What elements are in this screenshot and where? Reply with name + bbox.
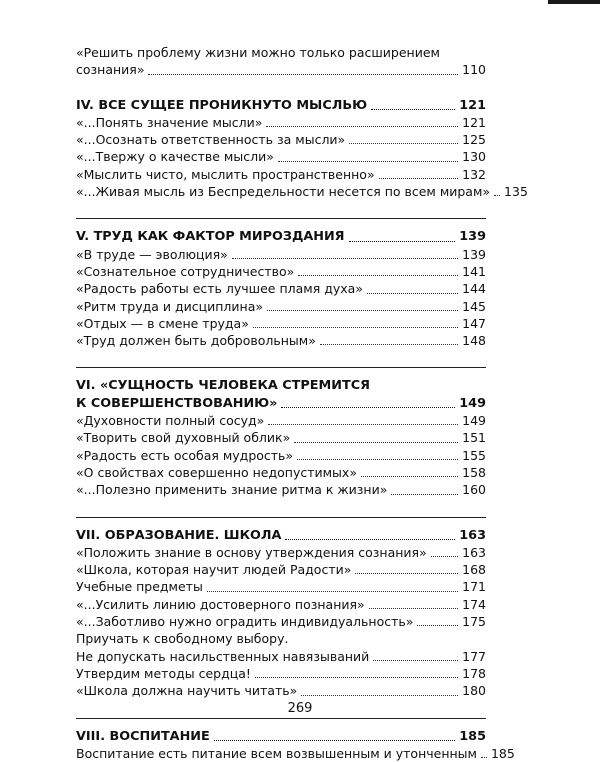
toc-entry[interactable] bbox=[76, 596, 486, 613]
dot-leader bbox=[379, 178, 459, 179]
toc-entry-page: 174 bbox=[462, 596, 486, 613]
toc-entry-title: Утвердим методы сердца! bbox=[76, 665, 251, 682]
section-divider bbox=[76, 517, 486, 518]
dot-leader bbox=[481, 757, 487, 758]
toc-entry[interactable] bbox=[76, 280, 486, 297]
toc-entry[interactable] bbox=[76, 183, 486, 200]
section-vii bbox=[76, 517, 486, 700]
dot-leader bbox=[373, 660, 458, 661]
section-heading-page: 139 bbox=[459, 228, 486, 245]
toc-entry-title: «Мыслить чисто, мыслить пространственно» bbox=[76, 166, 375, 183]
dot-leader bbox=[361, 476, 458, 477]
section-heading-first-line: VI. «СУЩНОСТЬ ЧЕЛОВЕКА СТРЕМИТСЯ bbox=[76, 377, 486, 394]
toc-entry-title: «...Полезно применить знание ритма к жизни» bbox=[76, 481, 387, 498]
toc-entry-page: 139 bbox=[462, 246, 486, 263]
toc-entry-title: «...Твержу о качестве мысли» bbox=[76, 148, 274, 165]
dot-leader bbox=[148, 74, 458, 75]
toc-entry-page: 177 bbox=[462, 648, 486, 665]
toc-entry[interactable] bbox=[76, 298, 486, 315]
dot-leader bbox=[349, 241, 456, 242]
toc-entry-page: 132 bbox=[462, 166, 486, 183]
dot-leader bbox=[431, 556, 458, 557]
toc-entry-title: «Радость есть особая мудрость» bbox=[76, 447, 293, 464]
toc-entry[interactable] bbox=[76, 429, 486, 446]
toc-entry-title: «...Заботливо нужно оградить индивидуальность» bbox=[76, 613, 413, 630]
dot-leader bbox=[294, 442, 458, 443]
toc-entry-page: 125 bbox=[462, 131, 486, 148]
section-heading-page: 149 bbox=[459, 395, 486, 412]
toc-entry[interactable] bbox=[76, 131, 486, 148]
toc-entry-page: 168 bbox=[462, 561, 486, 578]
dot-leader bbox=[301, 695, 458, 696]
section-divider bbox=[76, 218, 486, 219]
toc-entry-title: «Духовности полный сосуд» bbox=[76, 412, 264, 429]
section-v bbox=[76, 218, 486, 349]
toc-entry-title: «О свойствах совершенно недопустимых» bbox=[76, 464, 357, 481]
toc-entry-page: 185 bbox=[491, 745, 515, 762]
toc-entry-line bbox=[76, 630, 486, 647]
toc-entry-page: 148 bbox=[462, 332, 486, 349]
toc-entry-page: 149 bbox=[462, 412, 486, 429]
section-divider bbox=[76, 367, 486, 368]
toc-entry-title: «Труд должен быть добровольным» bbox=[76, 332, 316, 349]
toc-entry[interactable] bbox=[76, 263, 486, 280]
section-heading-page: 185 bbox=[459, 728, 486, 745]
dot-leader bbox=[278, 161, 458, 162]
section-heading-page: 163 bbox=[459, 527, 486, 544]
toc-entry-title: «Ритм труда и дисциплина» bbox=[76, 298, 263, 315]
toc-entry-page: 163 bbox=[462, 544, 486, 561]
section-heading-title: К СОВЕРШЕНСТВОВАНИЮ» bbox=[76, 395, 277, 412]
toc-entry-page: 155 bbox=[462, 447, 486, 464]
toc-entry-title: Воспитание есть питание всем возвышенным и утонченным bbox=[76, 745, 477, 762]
dot-leader bbox=[255, 677, 458, 678]
dot-leader bbox=[297, 459, 458, 460]
toc-entry[interactable] bbox=[76, 682, 486, 699]
dot-leader bbox=[232, 258, 458, 259]
section-heading[interactable] bbox=[76, 97, 486, 114]
dot-leader bbox=[417, 625, 458, 626]
toc-entry[interactable] bbox=[76, 648, 486, 665]
toc-entry-page: 110 bbox=[462, 61, 486, 78]
toc-entry-title: «...Понять значение мысли» bbox=[76, 114, 262, 131]
toc-entry-title: «В труде — эволюция» bbox=[76, 246, 228, 263]
dot-leader bbox=[214, 740, 456, 741]
toc-entry-page: 135 bbox=[504, 183, 528, 200]
page-number: 269 bbox=[0, 701, 600, 716]
toc-entry-page: 175 bbox=[462, 613, 486, 630]
dot-leader bbox=[266, 126, 458, 127]
intro-section bbox=[76, 44, 486, 79]
toc-entry-page: 141 bbox=[462, 263, 486, 280]
dot-leader bbox=[494, 195, 500, 196]
dot-leader bbox=[391, 494, 458, 495]
toc-entry-title: «Решить проблему жизни можно только расширением bbox=[76, 44, 486, 61]
section-heading[interactable] bbox=[76, 228, 486, 245]
toc-entry-title: Приучать к свободному выбору. bbox=[76, 630, 486, 647]
toc-entry[interactable] bbox=[76, 613, 486, 630]
dot-leader bbox=[285, 539, 455, 540]
section-iv bbox=[76, 97, 486, 201]
section-heading-page: 121 bbox=[459, 97, 486, 114]
toc-entry[interactable] bbox=[76, 578, 486, 595]
toc-entry[interactable] bbox=[76, 412, 486, 429]
toc-entry-page: 178 bbox=[462, 665, 486, 682]
toc-entry-page: 158 bbox=[462, 464, 486, 481]
dot-leader bbox=[207, 591, 458, 592]
toc-entry-title: «...Усилить линию достоверного познания» bbox=[76, 596, 365, 613]
section-heading-title: V. ТРУД КАК ФАКТОР МИРОЗДАНИЯ bbox=[76, 228, 345, 245]
toc-entry-title: «...Живая мысль из Беспредельности несется по всем мирам» bbox=[76, 183, 490, 200]
toc-entry-title: «Радость работы есть лучшее пламя духа» bbox=[76, 280, 363, 297]
toc-entry[interactable] bbox=[76, 315, 486, 332]
dot-leader bbox=[268, 424, 458, 425]
section-heading[interactable] bbox=[76, 527, 486, 544]
section-viii bbox=[76, 718, 486, 762]
toc-entry-title: «Школа, которая научит людей Радости» bbox=[76, 561, 351, 578]
toc-entry[interactable] bbox=[76, 561, 486, 578]
toc-entry-title: «Сознательное сотрудничество» bbox=[76, 263, 294, 280]
toc-entry-page: 180 bbox=[462, 682, 486, 699]
dot-leader bbox=[349, 143, 458, 144]
dot-leader bbox=[267, 310, 458, 311]
toc-entry-page: 144 bbox=[462, 280, 486, 297]
dot-leader bbox=[298, 275, 458, 276]
toc-entry-title: «...Осознать ответственность за мысли» bbox=[76, 131, 345, 148]
toc-entry-title: «Положить знание в основу утверждения сознания» bbox=[76, 544, 427, 561]
section-heading[interactable] bbox=[76, 395, 486, 412]
table-of-contents bbox=[76, 44, 486, 762]
section-heading-title: VII. ОБРАЗОВАНИЕ. ШКОЛА bbox=[76, 527, 281, 544]
toc-entry[interactable] bbox=[76, 745, 486, 762]
toc-entry[interactable] bbox=[76, 464, 486, 481]
toc-entry-title: «Отдых — в смене труда» bbox=[76, 315, 249, 332]
dot-leader bbox=[320, 344, 458, 345]
section-heading-title: IV. ВСЕ СУЩЕЕ ПРОНИКНУТО МЫСЛЬЮ bbox=[76, 97, 367, 114]
dot-leader bbox=[355, 573, 458, 574]
toc-entry[interactable] bbox=[76, 544, 486, 561]
toc-entry[interactable] bbox=[76, 481, 486, 498]
toc-entry[interactable] bbox=[76, 246, 486, 263]
toc-entry[interactable] bbox=[76, 61, 486, 78]
dot-leader bbox=[281, 407, 455, 408]
dot-leader bbox=[371, 109, 455, 110]
scan-edge-mark bbox=[548, 0, 600, 4]
section-heading[interactable] bbox=[76, 728, 486, 745]
section-heading-title: VIII. ВОСПИТАНИЕ bbox=[76, 728, 210, 745]
toc-entry-title: «Школа должна научить читать» bbox=[76, 682, 297, 699]
toc-entry-page: 147 bbox=[462, 315, 486, 332]
toc-entry[interactable] bbox=[76, 447, 486, 464]
toc-entry-title: Учебные предметы bbox=[76, 578, 203, 595]
toc-entry-page: 145 bbox=[462, 298, 486, 315]
toc-entry[interactable] bbox=[76, 166, 486, 183]
section-vi bbox=[76, 367, 486, 498]
toc-entry[interactable] bbox=[76, 148, 486, 165]
toc-entry-page: 130 bbox=[462, 148, 486, 165]
toc-entry-page: 121 bbox=[462, 114, 486, 131]
toc-entry[interactable] bbox=[76, 665, 486, 682]
toc-entry-page: 160 bbox=[462, 481, 486, 498]
toc-entry-page: 151 bbox=[462, 429, 486, 446]
dot-leader bbox=[369, 608, 458, 609]
toc-entry-title: «Творить свой духовный облик» bbox=[76, 429, 290, 446]
toc-entry[interactable] bbox=[76, 332, 486, 349]
dot-leader bbox=[253, 327, 458, 328]
toc-entry-title: Не допускать насильственных навязываний bbox=[76, 648, 369, 665]
toc-entry-line bbox=[76, 44, 486, 61]
toc-entry[interactable] bbox=[76, 114, 486, 131]
dot-leader bbox=[367, 293, 458, 294]
toc-entry-title: сознания» bbox=[76, 61, 144, 78]
toc-entry-page: 171 bbox=[462, 578, 486, 595]
section-divider bbox=[76, 718, 486, 719]
